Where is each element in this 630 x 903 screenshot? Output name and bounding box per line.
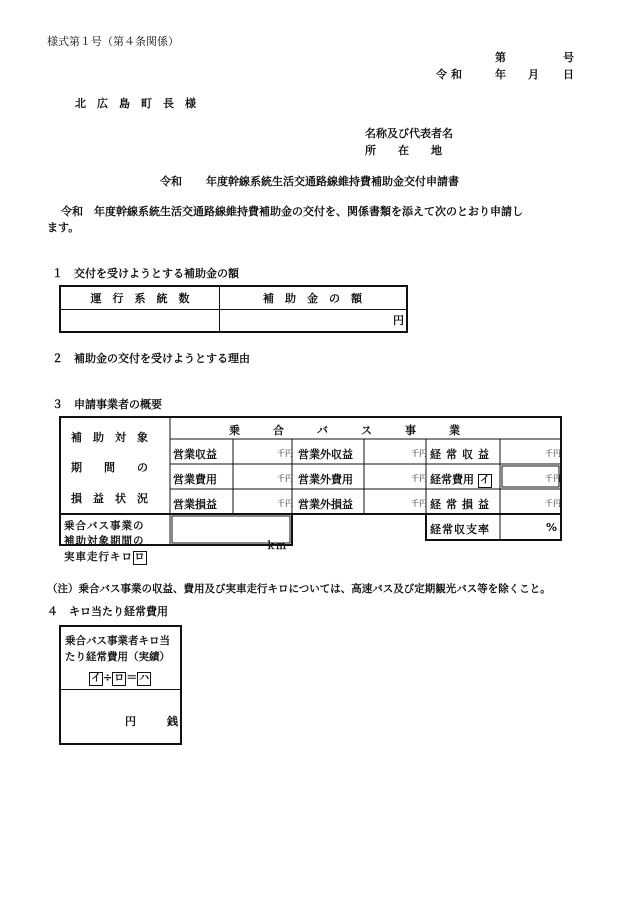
date-year: 年 — [495, 68, 506, 81]
section2-heading: ２ 補助金の交付を受けようとする理由 — [52, 352, 250, 365]
ord-expense-label — [430, 471, 492, 488]
nonop-revenue-unit: 千円 — [411, 449, 427, 458]
title-era: 令和 — [160, 175, 182, 188]
body-line-1: 令和 年度幹線系統生活交通路線維持費補助金の交付を、関係書類を添えて次のとおり申請し — [61, 205, 523, 218]
date-day: 日 — [563, 68, 574, 81]
nonop-profit-label: 営業外損益 — [298, 498, 353, 511]
op-revenue-unit: 千円 — [277, 449, 293, 458]
date-era: 令和 — [436, 68, 466, 81]
ord-expense-unit: 千円 — [545, 474, 561, 483]
op-revenue-label: 営業収益 — [173, 448, 217, 461]
number-label: 第 — [495, 51, 506, 64]
form-label: 様式第１号（第４条関係） — [47, 35, 179, 48]
ord-profit-label: 経常損益 — [430, 498, 494, 511]
ord-revenue-label: 経常収益 — [430, 448, 494, 461]
cost-sen: 銭 — [167, 715, 178, 728]
left-label-line1: 補 助 対 象 — [71, 431, 148, 444]
formula-i: イ — [91, 673, 101, 684]
number-suffix: 号 — [563, 51, 574, 64]
op-expense-unit: 千円 — [277, 474, 293, 483]
km-label-line1: 乗合バス事業の — [64, 520, 145, 532]
yen-unit: 円 — [393, 314, 404, 327]
left-label-line3: 損 益 状 況 — [71, 492, 148, 505]
nonop-profit-unit: 千円 — [411, 499, 427, 508]
km-unit: ｋｍ — [266, 541, 286, 552]
nonop-expense-label: 営業外費用 — [298, 473, 353, 486]
body-line-2: ます。 — [47, 221, 80, 234]
op-expense-label: 営業費用 — [173, 473, 217, 486]
left-label-line2: 期 間 の — [71, 461, 148, 474]
mark-i: イ — [479, 475, 490, 486]
mark-ro: ロ — [134, 552, 146, 563]
section4-heading: ４ キロ当たり経常費用 — [47, 605, 168, 618]
formula-div: ÷ — [103, 671, 113, 684]
km-label-text: 実車走行キロ — [64, 551, 133, 563]
cost-yen: 円 — [125, 715, 136, 728]
ord-revenue-unit: 千円 — [545, 449, 561, 458]
nonop-revenue-label: 営業外収益 — [298, 448, 353, 461]
col-systems-header: 運 行 系 統 数 — [90, 292, 190, 305]
note-text: （注）乗合バス事業の収益、費用及び実車走行キロについては、高速バス及び定期観光バス等を除くこと。 — [47, 583, 551, 595]
formula-ha: ハ — [139, 673, 150, 684]
ord-expense-text: 経常費用 — [430, 473, 474, 486]
applicant-name-label: 名称及び代表者名 — [365, 127, 453, 140]
section3-heading: ３ 申請事業者の概要 — [52, 398, 162, 411]
cost-formula — [89, 669, 151, 686]
formula-eq: ＝ — [126, 671, 138, 684]
op-profit-unit: 千円 — [277, 499, 293, 508]
percent-unit: % — [546, 521, 558, 534]
ord-ratio-label: 経常収支率 — [430, 523, 490, 536]
col-amount-header: 補 助 金 の 額 — [263, 292, 362, 305]
cost-box-line2: たり経常費用（実績） — [65, 651, 170, 663]
km-label-line3 — [64, 549, 147, 565]
cost-box-line1: 乗合バス事業者キロ当 — [65, 635, 170, 647]
nonop-expense-unit: 千円 — [411, 474, 427, 483]
cost-per-km-box — [59, 625, 182, 745]
date-month: 月 — [528, 68, 539, 81]
ord-profit-unit: 千円 — [545, 499, 561, 508]
op-profit-label: 営業損益 — [173, 498, 217, 511]
document-title: 年度幹線系統生活交通路線維持費補助金交付申請書 — [206, 175, 459, 188]
addressee: 北 広 島 町 長 様 — [75, 97, 196, 110]
km-label-line2: 補助対象期間の — [64, 535, 145, 547]
bus-business-header: 乗 合 バ ス 事 業 — [229, 424, 460, 437]
section1-heading: １ 交付を受けようとする補助金の額 — [52, 267, 239, 280]
formula-ro: ロ — [114, 673, 125, 684]
applicant-address-label: 所 在 地 — [365, 144, 442, 157]
